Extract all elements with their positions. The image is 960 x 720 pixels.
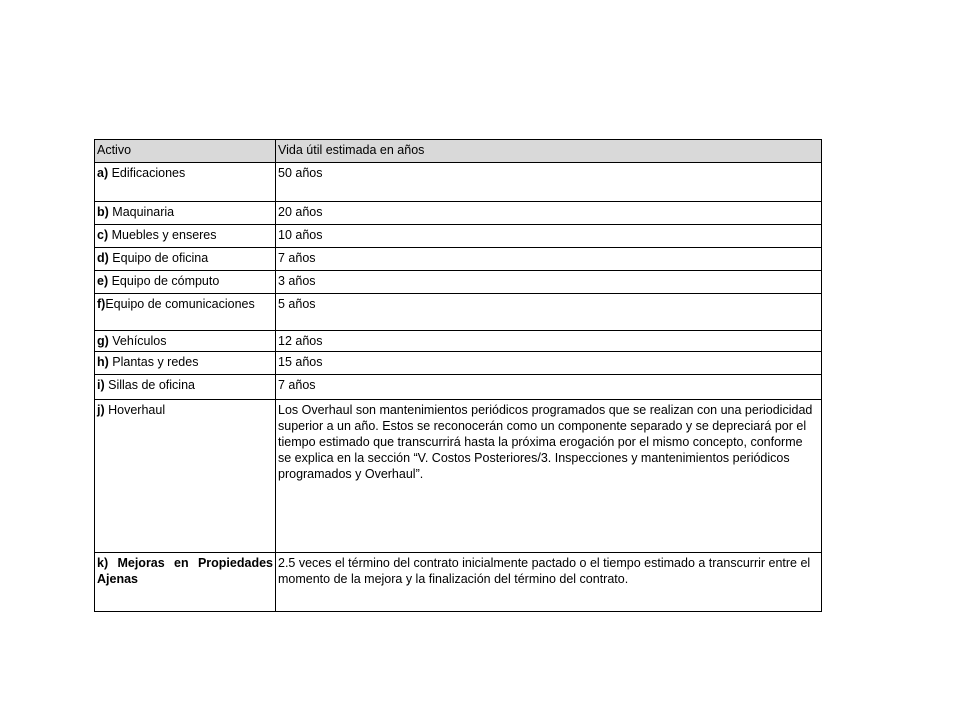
asset-letter: h) xyxy=(97,355,109,369)
asset-label: Equipo de comunicaciones xyxy=(105,297,255,311)
table-row xyxy=(95,375,822,400)
asset-cell xyxy=(95,271,276,294)
asset-letter: d) xyxy=(97,251,109,265)
table-row xyxy=(95,271,822,294)
useful-life-cell: 3 años xyxy=(276,271,822,294)
asset-cell xyxy=(95,352,276,375)
asset-letter: k) xyxy=(97,556,109,570)
useful-life-cell: 2.5 veces el término del contrato inicialmente pactado o el tiempo estimado a transcurrir entre el momento de la mejora y la finalización del término del contrato. xyxy=(276,553,822,612)
asset-letter: g) xyxy=(97,334,109,348)
asset-label: Edificaciones xyxy=(108,166,186,180)
table-row xyxy=(95,553,822,612)
asset-letter: c) xyxy=(97,228,109,242)
asset-label: Mejoras en Propiedades Ajenas xyxy=(97,556,273,586)
asset-cell xyxy=(95,163,276,202)
asset-cell xyxy=(95,375,276,400)
table-header-row xyxy=(95,140,822,163)
useful-life-cell: 20 años xyxy=(276,202,822,225)
table-row xyxy=(95,331,822,352)
useful-life-cell: 5 años xyxy=(276,294,822,331)
useful-life-cell: 7 años xyxy=(276,375,822,400)
asset-cell xyxy=(95,553,276,612)
asset-label: Sillas de oficina xyxy=(104,378,195,392)
asset-label: Muebles y enseres xyxy=(108,228,217,242)
table-row xyxy=(95,225,822,248)
asset-label: Hoverhaul xyxy=(104,403,166,417)
asset-label: Maquinaria xyxy=(108,205,175,219)
asset-letter: j) xyxy=(97,403,105,417)
asset-letter: b) xyxy=(97,205,109,219)
asset-cell xyxy=(95,294,276,331)
useful-life-cell: 50 años xyxy=(276,163,822,202)
useful-life-cell: 12 años xyxy=(276,331,822,352)
table-row xyxy=(95,400,822,553)
header-useful-life: Vida útil estimada en años xyxy=(276,140,822,163)
useful-life-cell: 7 años xyxy=(276,248,822,271)
asset-letter: a) xyxy=(97,166,109,180)
asset-letter: i) xyxy=(97,378,105,392)
asset-label: Plantas y redes xyxy=(108,355,199,369)
asset-cell xyxy=(95,225,276,248)
asset-letter: e) xyxy=(97,274,109,288)
asset-cell xyxy=(95,331,276,352)
asset-cell xyxy=(95,202,276,225)
table-row xyxy=(95,163,822,202)
asset-label: Equipo de oficina xyxy=(108,251,209,265)
asset-cell xyxy=(95,400,276,553)
table-row xyxy=(95,248,822,271)
asset-letter: f) xyxy=(97,297,106,311)
asset-label: Equipo de cómputo xyxy=(108,274,220,288)
header-asset: Activo xyxy=(95,140,276,163)
useful-life-table xyxy=(94,139,822,612)
useful-life-cell: 15 años xyxy=(276,352,822,375)
asset-label: Vehículos xyxy=(108,334,167,348)
table-row xyxy=(95,352,822,375)
useful-life-cell: 10 años xyxy=(276,225,822,248)
table-row xyxy=(95,294,822,331)
table-row xyxy=(95,202,822,225)
useful-life-cell: Los Overhaul son mantenimientos periódicos programados que se realizan con una periodicidad superior a un año. Estos se reconocerán como un componente separado y se depreciará por el tiempo estimado que transcurrirá hasta la próxima erogación por el mismo concepto, conforme se explica en la sección “V. Costos Posteriores/3. Inspecciones y mantenimientos periódicos programados y Overhaul”. xyxy=(276,400,822,553)
asset-cell xyxy=(95,248,276,271)
